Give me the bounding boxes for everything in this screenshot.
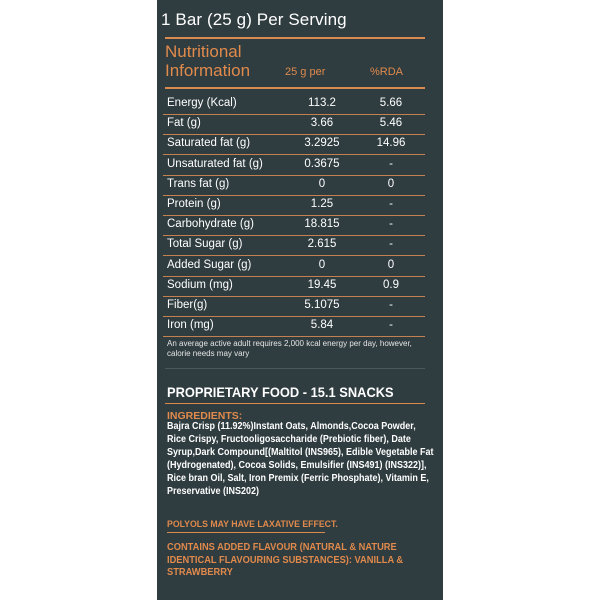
nutrient-rda: - [389,157,393,170]
row-divider [163,114,425,115]
nutrient-rda: - [389,319,393,332]
nutrient-label: Saturated fat (g) [167,137,251,150]
nutrient-amount: 19.45 [307,278,337,291]
nutrient-label: Unsaturated fat (g) [167,157,263,170]
nutrient-rda: - [389,218,393,231]
nutrient-rda: - [389,238,393,251]
ingredients-text: Bajra Crisp (11.92%)Instant Oats, Almonds,Cocoa Powder, Rice Crispy, Fructooligosaccharide (Prebiotic fiber), Date Syrup,Dark Compound[(Maltitol (INS965), Edible Vegetable Fat (Hydrogenated), Cocoa Solids, Emulsifier (INS491) (INS322)], Rice bran Oil, Salt, Iron Premix (Ferric Phosphate), Vitamin E, Preservative (INS202) [167,421,434,497]
product-category: PROPRIETARY FOOD - 15.1 SNACKS [167,384,394,400]
ingredients-label: INGREDIENTS: [167,410,243,422]
nutrient-amount: 3.2925 [304,137,340,150]
nutrient-label: Iron (mg) [167,319,214,332]
nutrient-amount: 5.84 [310,319,334,332]
nutrient-amount: 5.1075 [304,299,340,311]
nutrition-label-panel [157,0,443,600]
nutrient-label: Total Sugar (g) [167,238,243,251]
row-divider [163,255,425,256]
row-divider [163,215,425,216]
nutrient-label: Energy (Kcal) [167,97,237,109]
nutrient-label: Trans fat (g) [167,177,230,190]
footnote-divider [165,368,425,369]
nutrient-amount: 1.25 [310,198,334,210]
top-divider [165,37,425,39]
nutrient-label: Protein (g) [167,198,221,210]
nutrient-rda: 5.46 [379,117,403,130]
nutrient-label: Carbohydrate (g) [167,218,254,231]
row-divider [163,276,425,277]
row-divider [163,235,425,236]
nutrition-heading: Nutritional Information [165,42,251,80]
polyols-underline [167,532,325,533]
nutrient-rda: - [389,198,393,210]
nutrient-label: Sodium (mg) [167,278,233,291]
row-divider [163,195,425,196]
nutrient-rda: 0 [387,258,395,271]
polyols-warning: POLYOLS MAY HAVE LAXATIVE EFFECT. [167,519,338,530]
row-divider [163,316,425,317]
nutrient-amount: 113.2 [308,97,336,109]
flavour-note: CONTAINS ADDED FLAVOUR (NATURAL & NATURE IDENTICAL FLAVOURING SUBSTANCES): VANILLA & STRAWBERRY [167,542,404,578]
nutrient-amount: 18.815 [304,218,340,231]
nutrient-amount: 0 [318,258,326,271]
row-divider [163,296,425,297]
row-divider [163,336,425,337]
nutrient-rda: 5.66 [379,97,403,109]
category-divider [165,403,425,404]
nutrient-label: Fat (g) [167,117,201,130]
nutrient-rda: 0.9 [383,278,399,291]
column-header-amount: 25 g per [285,66,326,78]
nutrient-rda: 14.96 [376,137,406,150]
column-header-rda: %RDA [370,66,404,78]
nutrient-rda: 0 [387,177,395,190]
header-divider [165,87,425,89]
nutrient-amount: 0 [318,177,326,190]
energy-footnote: An average active adult requires 2,000 kcal energy per day, however, calorie needs may vary [167,339,412,358]
serving-title: 1 Bar (25 g) Per Serving [161,10,347,29]
nutrient-amount: 0.3675 [304,157,340,170]
row-divider [163,175,425,176]
nutrient-label: Fiber(g) [167,299,208,311]
nutrient-amount: 2.615 [307,238,337,251]
row-divider [163,134,425,135]
row-divider [163,154,425,155]
nutrient-amount: 3.66 [310,117,334,130]
nutrient-rda: - [389,299,393,311]
nutrient-label: Added Sugar (g) [167,258,252,271]
